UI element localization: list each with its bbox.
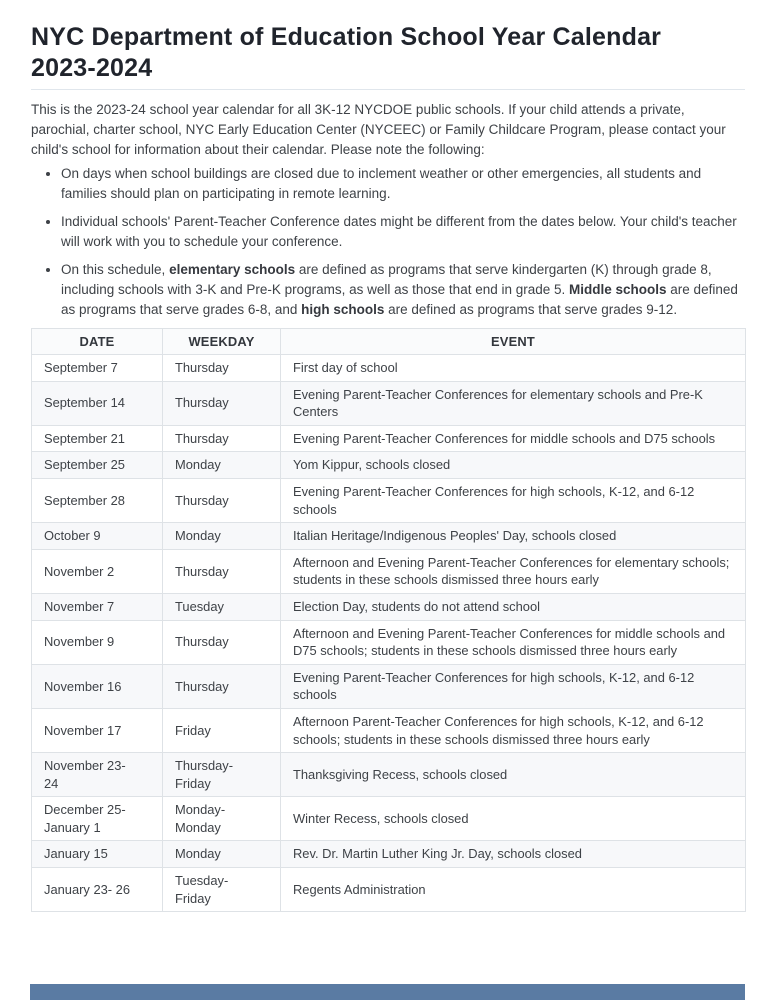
column-header-date: DATE	[32, 329, 163, 355]
event-cell: Evening Parent-Teacher Conferences for high schools, K-12, and 6-12 schools	[281, 478, 746, 522]
bullet-text: are defined as programs that serve grades 9-12.	[384, 302, 678, 317]
date-cell: November 23-24	[32, 753, 163, 797]
date-cell: November 16	[32, 664, 163, 708]
date-cell: September 7	[32, 355, 163, 382]
calendar-table-body	[32, 355, 746, 912]
event-cell: Yom Kippur, schools closed	[281, 452, 746, 479]
weekday-cell: Tuesday	[163, 593, 281, 620]
header-row	[32, 329, 746, 355]
date-cell: November 9	[32, 620, 163, 664]
bullet-bold-text: high schools	[301, 302, 385, 317]
weekday-cell: Monday	[163, 841, 281, 868]
table-row	[32, 841, 746, 868]
table-row	[32, 620, 746, 664]
date-cell: November 2	[32, 549, 163, 593]
intro-bullet	[61, 212, 743, 252]
weekday-cell: Monday	[163, 523, 281, 550]
weekday-cell: Monday	[163, 452, 281, 479]
bullet-text: On days when school buildings are closed due to inclement weather or other emergencies, all students and families should plan on participating in remote learning.	[61, 166, 702, 201]
table-row	[32, 381, 746, 425]
bullet-text: are defined as programs that serve grades 6-8, and	[61, 282, 738, 317]
table-row	[32, 452, 746, 479]
table-row	[32, 797, 746, 841]
table-row	[32, 523, 746, 550]
table-row	[32, 478, 746, 522]
table-row	[32, 708, 746, 752]
date-cell: January 15	[32, 841, 163, 868]
table-row	[32, 593, 746, 620]
event-cell: Thanksgiving Recess, schools closed	[281, 753, 746, 797]
weekday-cell: Thursday	[163, 620, 281, 664]
event-cell: First day of school	[281, 355, 746, 382]
date-cell: October 9	[32, 523, 163, 550]
table-row	[32, 425, 746, 452]
bullet-bold-text: elementary schools	[169, 262, 296, 277]
title-divider	[31, 89, 745, 90]
bullet-text: Individual schools' Parent-Teacher Conference dates might be different from the dates below. Your child's teacher will work with you to schedule your conference.	[61, 214, 737, 249]
weekday-cell: Friday	[163, 708, 281, 752]
date-cell: September 21	[32, 425, 163, 452]
weekday-cell: Thursday	[163, 549, 281, 593]
event-cell: Election Day, students do not attend school	[281, 593, 746, 620]
date-cell: November 17	[32, 708, 163, 752]
date-cell: December 25-January 1	[32, 797, 163, 841]
weekday-cell: Tuesday-Friday	[163, 868, 281, 912]
event-cell: Afternoon and Evening Parent-Teacher Conferences for elementary schools; students in these schools dismissed three hours early	[281, 549, 746, 593]
event-cell: Italian Heritage/Indigenous Peoples' Day, schools closed	[281, 523, 746, 550]
table-row	[32, 549, 746, 593]
event-cell: Afternoon Parent-Teacher Conferences for high schools, K-12, and 6-12 schools; students in these schools dismissed three hours early	[281, 708, 746, 752]
date-cell: November 7	[32, 593, 163, 620]
weekday-cell: Thursday	[163, 425, 281, 452]
date-cell: September 28	[32, 478, 163, 522]
column-header-weekday: WEEKDAY	[163, 329, 281, 355]
weekday-cell: Thursday	[163, 478, 281, 522]
table-row	[32, 868, 746, 912]
intro-bullet-list	[31, 164, 743, 320]
intro-bullet	[61, 164, 743, 204]
date-cell: January 23- 26	[32, 868, 163, 912]
weekday-cell: Monday-Monday	[163, 797, 281, 841]
weekday-cell: Thursday-Friday	[163, 753, 281, 797]
table-row	[32, 664, 746, 708]
intro-paragraph: This is the 2023-24 school year calendar for all 3K-12 NYCDOE public schools. If your child attends a private, parochial, charter school, NYC Early Education Center (NYCEEC) or Family Childcare Program, please contact your child's school for information about their calendar. Please note the following:	[31, 102, 726, 157]
bullet-text: are defined as programs that serve kindergarten (K) through grade 8, including schools with 3-K and Pre-K programs, as well as those that end in grade 5.	[61, 262, 712, 297]
date-cell: September 14	[32, 381, 163, 425]
event-cell: Evening Parent-Teacher Conferences for elementary schools and Pre-K Centers	[281, 381, 746, 425]
bullet-bold-text: Middle schools	[569, 282, 667, 297]
calendar-table	[31, 328, 746, 912]
event-cell: Evening Parent-Teacher Conferences for high schools, K-12, and 6-12 schools	[281, 664, 746, 708]
event-cell: Evening Parent-Teacher Conferences for middle schools and D75 schools	[281, 425, 746, 452]
weekday-cell: Thursday	[163, 664, 281, 708]
calendar-table-header	[32, 329, 746, 355]
weekday-cell: Thursday	[163, 355, 281, 382]
bullet-text: On this schedule,	[61, 262, 170, 277]
bottom-blue-bar	[30, 984, 745, 1000]
event-cell: Afternoon and Evening Parent-Teacher Conferences for middle schools and D75 schools; students in these schools dismissed three hours early	[281, 620, 746, 664]
intro-bullet	[61, 260, 743, 320]
event-cell: Regents Administration	[281, 868, 746, 912]
table-row	[32, 355, 746, 382]
event-cell: Winter Recess, schools closed	[281, 797, 746, 841]
date-cell: September 25	[32, 452, 163, 479]
weekday-cell: Thursday	[163, 381, 281, 425]
table-row	[32, 753, 746, 797]
column-header-event: EVENT	[281, 329, 746, 355]
page-title: NYC Department of Education School Year Calendar 2023-2024	[31, 23, 662, 82]
event-cell: Rev. Dr. Martin Luther King Jr. Day, schools closed	[281, 841, 746, 868]
